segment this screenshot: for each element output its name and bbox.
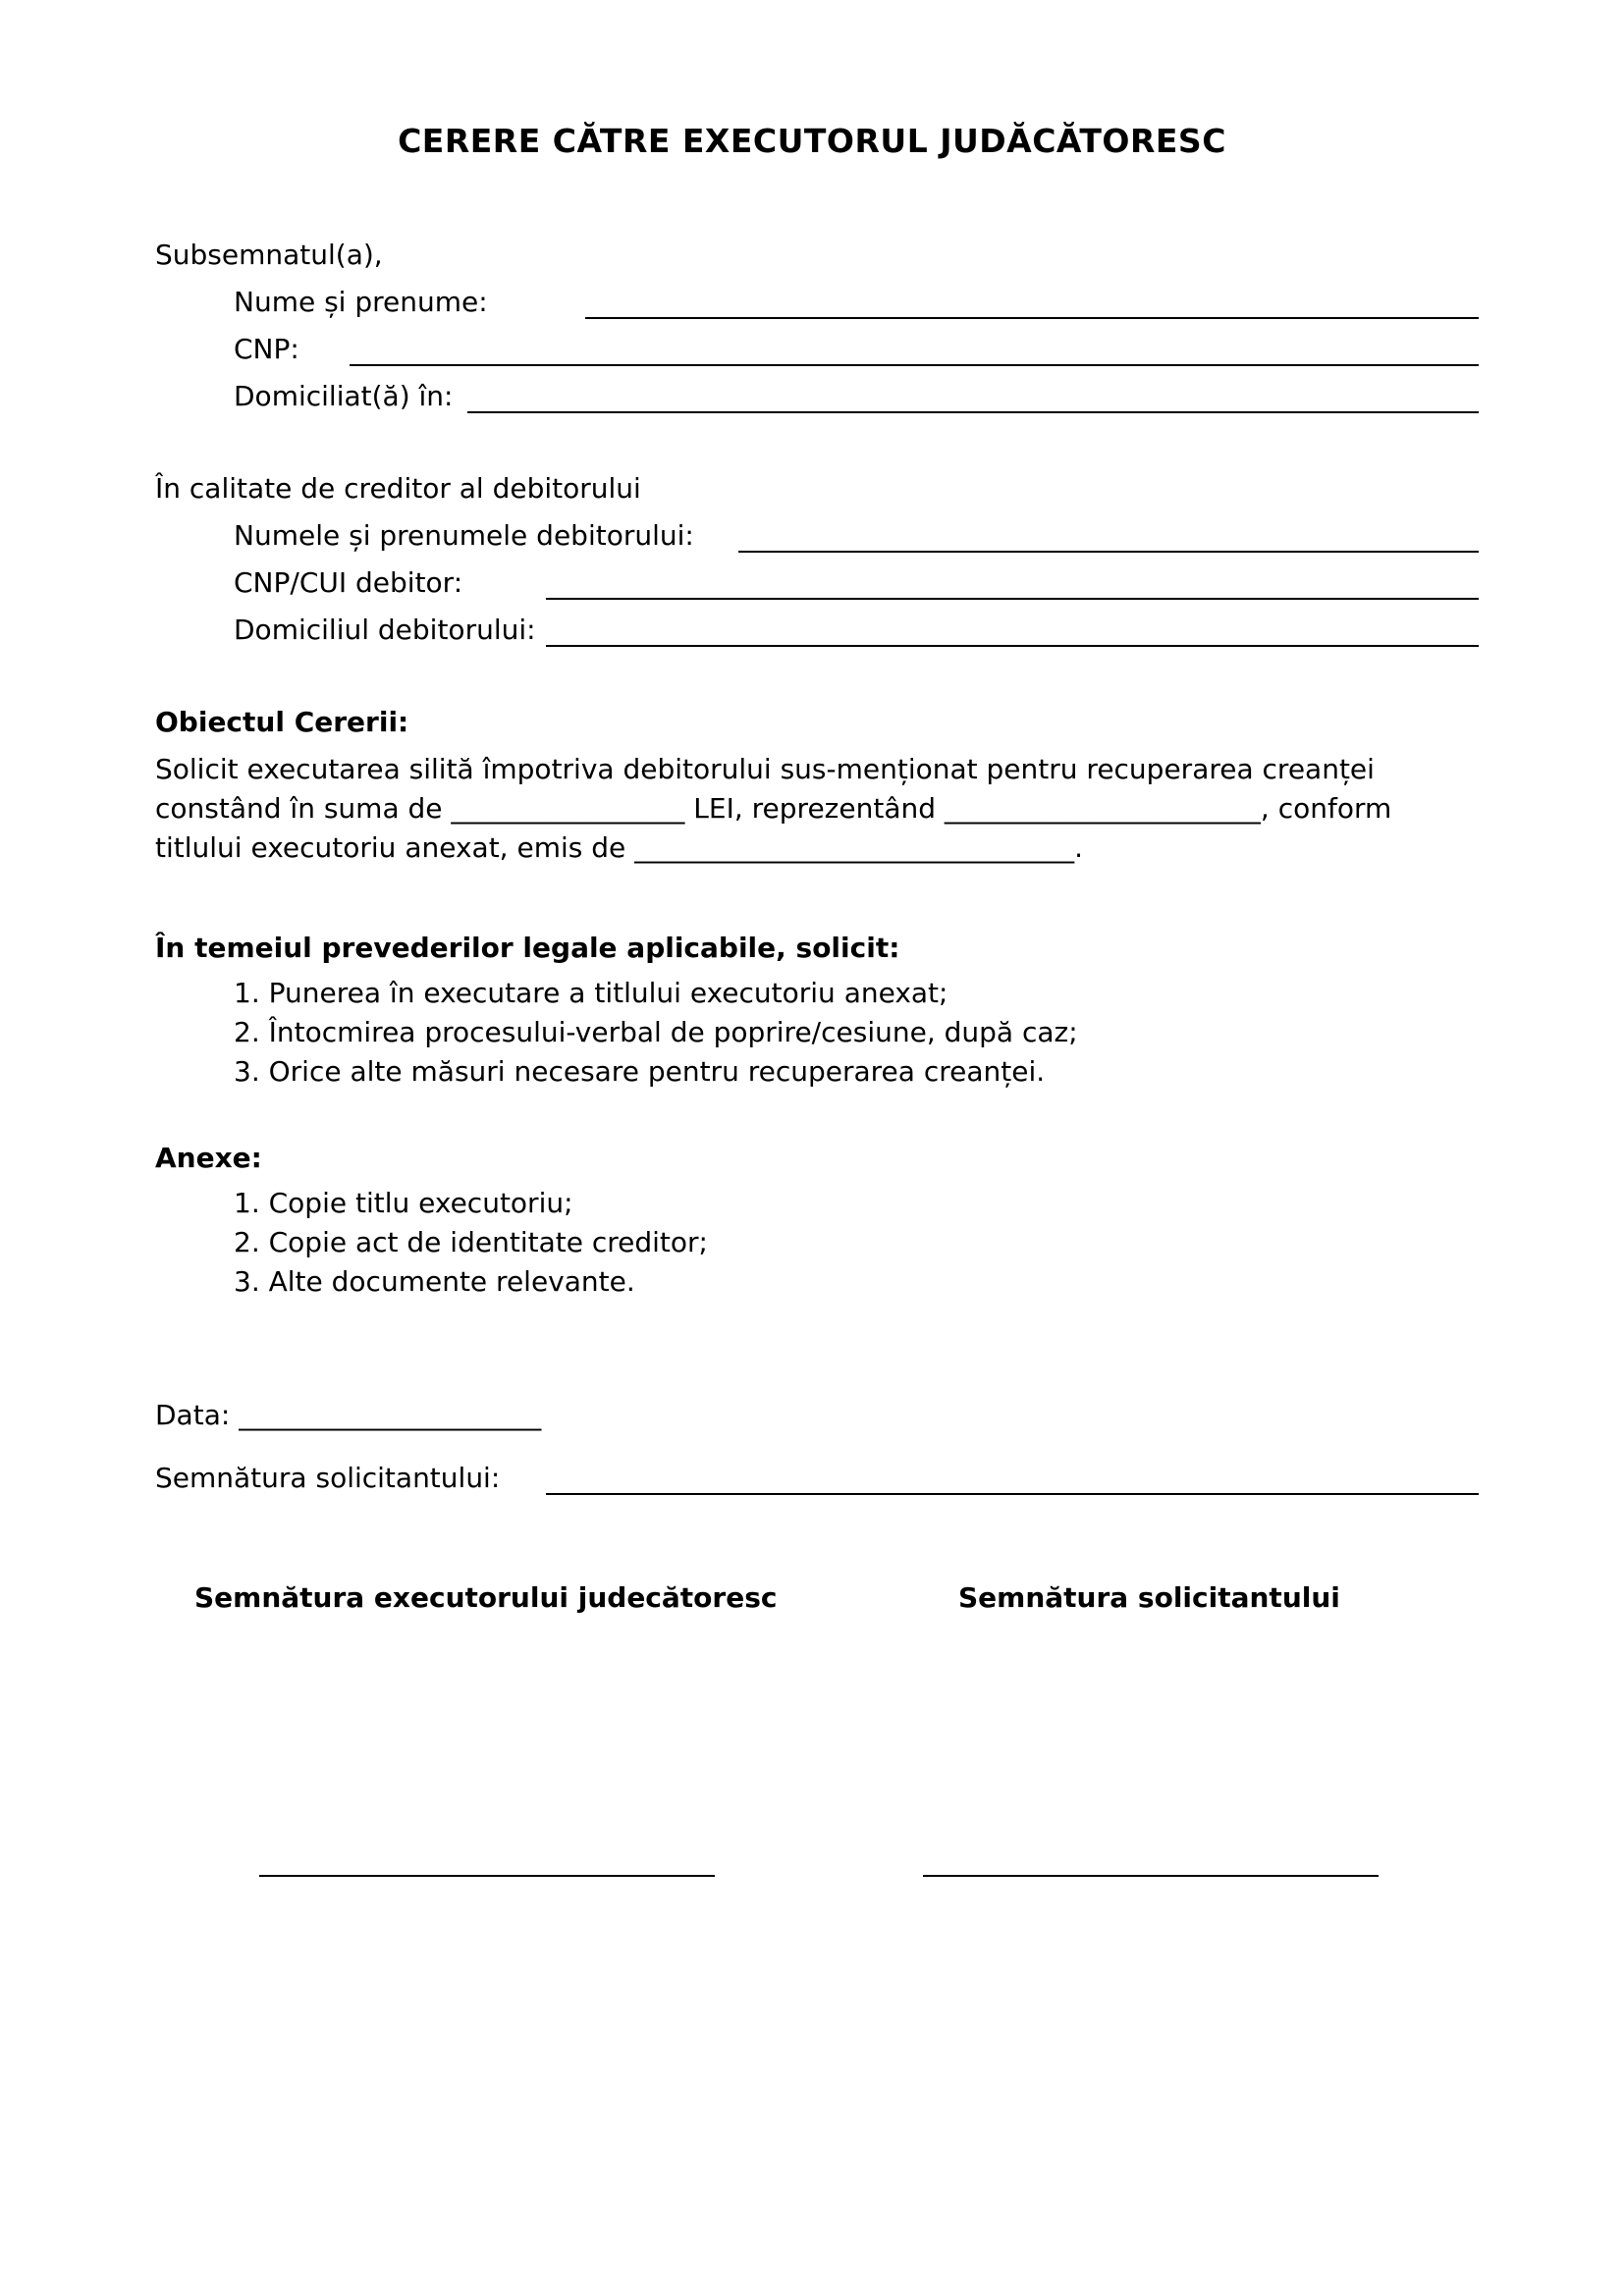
annex-item-2: 2. Copie act de identitate creditor;	[234, 1226, 708, 1258]
applicant-signature-field[interactable]	[546, 1493, 1479, 1495]
object-line-3: titlului executoriu anexat, emis de ________________________________.	[155, 831, 1084, 864]
applicant-signature-line[interactable]	[923, 1875, 1379, 1877]
annexes-heading: Anexe:	[155, 1142, 262, 1174]
creditor-address-label: Domiciliat(ă) în:	[234, 380, 454, 412]
creditor-name-field[interactable]	[585, 317, 1479, 319]
object-paragraph	[155, 750, 1490, 868]
date-field[interactable]: Data: ______________________	[155, 1399, 542, 1431]
creditor-cnp-field[interactable]	[350, 364, 1479, 366]
object-line-1: Solicit executarea silită împotriva debitorului sus-menționat pentru recuperarea creanței	[155, 753, 1375, 785]
creditor-cnp-label: CNP:	[234, 333, 299, 365]
debtor-cnp-label: CNP/CUI debitor:	[234, 566, 463, 599]
legal-item-1: 1. Punerea în executare a titlului executoriu anexat;	[234, 977, 948, 1009]
applicant-signature-label: Semnătura solicitantului:	[155, 1462, 501, 1494]
debtor-name-label: Numele și prenumele debitorului:	[234, 519, 694, 552]
debtor-address-label: Domiciliul debitorului:	[234, 614, 536, 646]
debtor-name-field[interactable]	[738, 551, 1479, 553]
debtor-intro: În calitate de creditor al debitorului	[155, 472, 641, 505]
object-heading: Obiectul Cererii:	[155, 706, 409, 738]
creditor-address-field[interactable]	[467, 411, 1479, 413]
document-title: CERERE CĂTRE EXECUTORUL JUDĂCĂTORESC	[398, 122, 1226, 160]
debtor-address-field[interactable]	[546, 645, 1479, 647]
object-line-2: constând în suma de _________________ LEI, reprezentând _______________________, conform	[155, 792, 1392, 825]
applicant-signature-heading: Semnătura solicitantului	[958, 1581, 1340, 1614]
legal-heading: În temeiul prevederilor legale aplicabile, solicit:	[155, 932, 900, 964]
legal-item-3: 3. Orice alte măsuri necesare pentru recuperarea creanței.	[234, 1055, 1046, 1088]
annex-item-3: 3. Alte documente relevante.	[234, 1265, 635, 1298]
bailiff-signature-line[interactable]	[259, 1875, 715, 1877]
bailiff-signature-heading: Semnătura executorului judecătoresc	[194, 1581, 778, 1614]
legal-item-2: 2. Întocmirea procesului-verbal de poprire/cesiune, după caz;	[234, 1016, 1078, 1048]
creditor-intro: Subsemnatul(a),	[155, 239, 383, 271]
debtor-cnp-field[interactable]	[546, 598, 1479, 600]
annex-item-1: 1. Copie titlu executoriu;	[234, 1187, 573, 1219]
creditor-name-label: Nume și prenume:	[234, 286, 488, 318]
